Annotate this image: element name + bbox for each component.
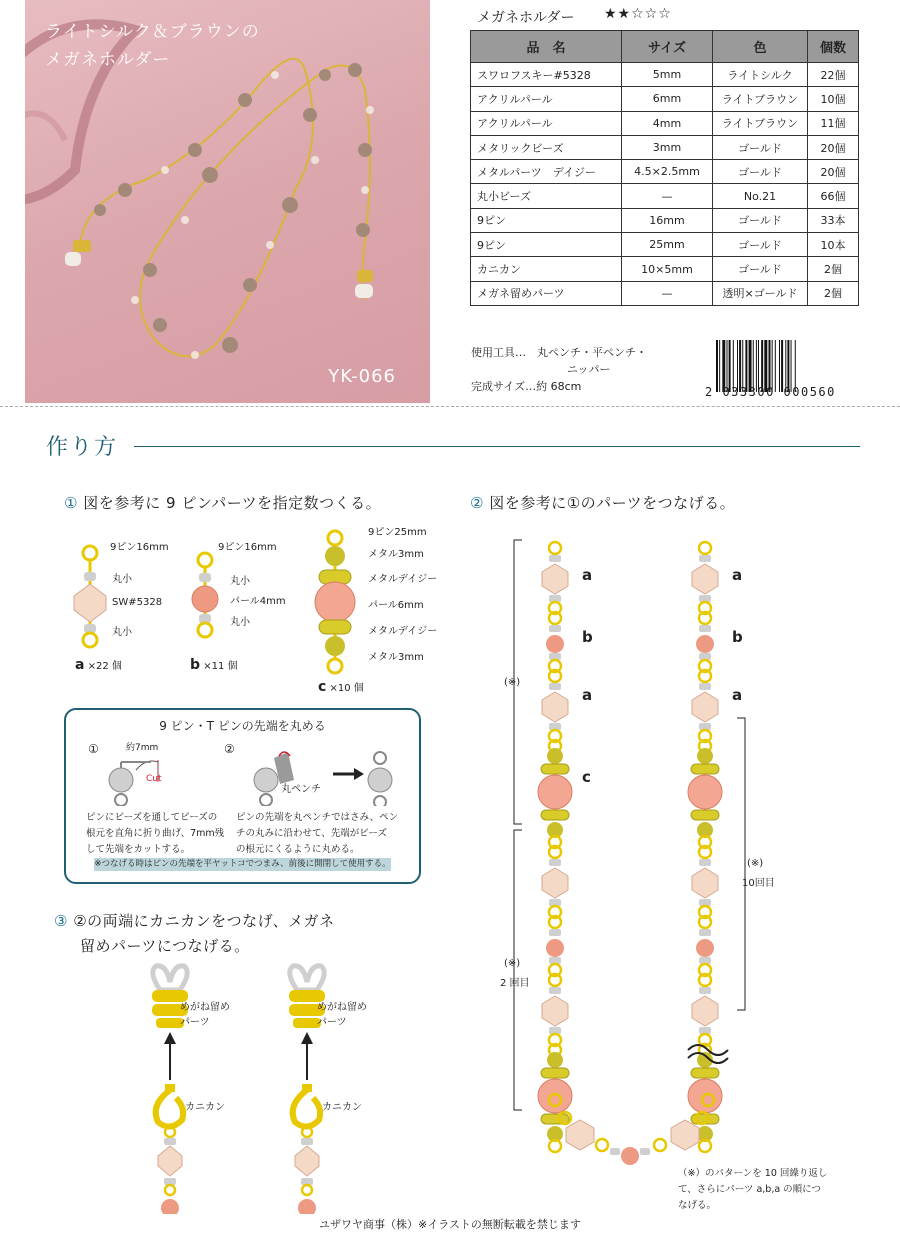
glasses-part-label-right-line2: パーツ xyxy=(317,1017,347,1028)
cell-name: 丸小ビーズ xyxy=(471,184,622,208)
tools-line1: 使用工具… 丸ペンチ・平ペンチ・ xyxy=(471,346,647,359)
cell-size: 16mm xyxy=(622,208,713,232)
chain-label-a1: a xyxy=(582,566,593,584)
cell-color: ゴールド xyxy=(713,208,808,232)
part-c-illustration xyxy=(315,531,355,673)
bottom-note-line2: て、さらにパーツ a,b,a の順につ xyxy=(678,1184,821,1195)
photo-title-line1: ライトシルク＆ブラウンの xyxy=(45,22,260,42)
cell-color: ゴールド xyxy=(713,257,808,281)
header-count: 個数 xyxy=(808,31,859,63)
tip-text1-line2: 根元を直角に折り曲げ、7mm残 xyxy=(86,828,225,839)
cell-color: ゴールド xyxy=(713,135,808,159)
chain-left xyxy=(538,542,572,1152)
clasp-label-right: カニカン xyxy=(322,1102,362,1113)
part-c-letter: c xyxy=(318,679,327,695)
cell-count: 66個 xyxy=(808,184,859,208)
cell-size: 25mm xyxy=(622,233,713,257)
section-rule xyxy=(134,446,860,447)
table-row xyxy=(471,281,859,305)
kit-title: メガネホルダー xyxy=(477,10,575,26)
tip-measure-label: 約7mm xyxy=(126,743,159,753)
step1-heading xyxy=(64,492,381,513)
cell-count: 10個 xyxy=(808,87,859,111)
cell-name: メタリックビーズ xyxy=(471,135,622,159)
step2-text: 図を参考に①のパーツをつなげる。 xyxy=(489,494,736,512)
table-row xyxy=(471,135,859,159)
part-a-letter: a xyxy=(75,657,85,673)
repeat-mark-left: (※) xyxy=(504,677,521,688)
table-row xyxy=(471,257,859,281)
part-b-main-label: パール4mm xyxy=(230,596,286,607)
cell-color: ライトブラウン xyxy=(713,87,808,111)
section-title: 作り方 xyxy=(46,435,119,460)
cell-name: スワロフスキー#5328 xyxy=(471,63,622,87)
repeat-mark-left2: (※) xyxy=(504,958,521,969)
cell-size: 10×5mm xyxy=(622,257,713,281)
table-row xyxy=(471,63,859,87)
part-c-d2-label: メタルデイジー xyxy=(368,626,438,637)
part-b-pin-label: 9ピン16mm xyxy=(218,542,277,553)
part-b-bead1-label: 丸小 xyxy=(230,576,250,587)
part-b-illustration xyxy=(192,553,218,637)
parts-table-header xyxy=(471,31,859,63)
step2-number: ② xyxy=(470,494,484,512)
repeat-mark-right: (※) xyxy=(747,858,764,869)
chain-bottom xyxy=(549,1094,714,1165)
bottom-note-line3: なげる。 xyxy=(678,1200,717,1211)
chain-label-right-a1: a xyxy=(732,566,743,584)
cell-count: 20個 xyxy=(808,160,859,184)
bottom-note xyxy=(678,1166,858,1214)
tip-title: 9 ピン・T ピンの先端を丸める xyxy=(159,719,326,733)
step3-line1: ②の両端にカニカンをつなげ、メガネ xyxy=(73,912,335,930)
chain-label-a2: a xyxy=(582,686,593,704)
table-row xyxy=(471,160,859,184)
step3-heading xyxy=(54,910,335,956)
part-b-letter: b xyxy=(190,657,201,673)
difficulty-stars: ★★☆☆☆ xyxy=(604,6,672,22)
step2-heading xyxy=(470,492,735,513)
cell-count: 20個 xyxy=(808,135,859,159)
cell-size: 4mm xyxy=(622,111,713,135)
tip-diagram xyxy=(96,750,396,806)
divider xyxy=(0,406,900,407)
step2-diagram xyxy=(500,530,870,1170)
glasses-part-label-right xyxy=(317,1000,367,1030)
step3-diagram xyxy=(130,960,330,1214)
cell-count: 22個 xyxy=(808,63,859,87)
clasp-label-left: カニカン xyxy=(185,1102,225,1113)
photo-title-line2: メガネホルダー xyxy=(45,50,171,70)
tip-tool-label: 丸ペンチ xyxy=(281,784,321,795)
chain-label-b: b xyxy=(582,628,593,646)
part-c-d1-label: メタルデイジー xyxy=(368,574,438,585)
cell-color: ライトブラウン xyxy=(713,111,808,135)
cell-size: 4.5×2.5mm xyxy=(622,160,713,184)
tip-text2-line3: の根元にくるように丸める。 xyxy=(236,844,360,855)
cell-name: メタルパーツ デイジー xyxy=(471,160,622,184)
tip-text1 xyxy=(86,810,236,858)
parts-table xyxy=(470,30,859,306)
cell-name: アクリルパール xyxy=(471,87,622,111)
tip-box xyxy=(64,708,421,884)
part-c-m2-label: メタル3mm xyxy=(368,652,424,663)
tip-text1-line1: ピンにビーズを通してビーズの xyxy=(86,812,218,823)
table-row xyxy=(471,208,859,232)
part-c-pin-label: 9ピン25mm xyxy=(368,527,427,538)
table-row xyxy=(471,233,859,257)
tools-line2: ニッパー xyxy=(567,363,611,376)
part-c-m1-label: メタル3mm xyxy=(368,549,424,560)
tip-text2 xyxy=(236,810,416,858)
footer: ユザワヤ商事（株）※イラストの無断転載を禁じます xyxy=(319,1218,581,1231)
tools-info xyxy=(471,344,647,395)
table-row xyxy=(471,184,859,208)
header-name: 品 名 xyxy=(471,31,622,63)
step3-line2: 留めパーツにつなげる。 xyxy=(80,937,250,955)
chain-label-right-b: b xyxy=(732,628,743,646)
glasses-part-label-left-line2: パーツ xyxy=(180,1017,210,1028)
cell-name: 9ピン xyxy=(471,233,622,257)
cell-color: ゴールド xyxy=(713,233,808,257)
header-color: 色 xyxy=(713,31,808,63)
cell-size: 6mm xyxy=(622,87,713,111)
chain-label-c: c xyxy=(582,768,591,786)
part-c-count xyxy=(318,679,364,695)
part-c-count-text: ×10 個 xyxy=(329,683,364,694)
step1-number: ① xyxy=(64,494,78,512)
part-a-illustration xyxy=(74,546,106,647)
part-b-count-text: ×11 個 xyxy=(203,661,238,672)
cell-color: ゴールド xyxy=(713,160,808,184)
table-row xyxy=(471,111,859,135)
part-c-main-label: パール6mm xyxy=(368,600,424,611)
cell-name: 9ピン xyxy=(471,208,622,232)
part-b-bead2-label: 丸小 xyxy=(230,617,250,628)
bottom-note-line1: （※）のパターンを 10 回繰り返し xyxy=(678,1168,828,1179)
table-row xyxy=(471,87,859,111)
part-a-count xyxy=(75,657,122,673)
tip-text2-line1: ピンの先端を丸ペンチではさみ、ペン xyxy=(236,812,399,823)
tip-step1-number: ① xyxy=(88,742,99,756)
cell-name: カニカン xyxy=(471,257,622,281)
step1-text: 図を参考に 9 ピンパーツを指定数つくる。 xyxy=(83,494,382,512)
cell-size: — xyxy=(622,184,713,208)
tip-cut-label: Cut xyxy=(146,774,162,784)
cell-size: — xyxy=(622,281,713,305)
glasses-part-label-left xyxy=(180,1000,230,1030)
cell-count: 33本 xyxy=(808,208,859,232)
cell-count: 10本 xyxy=(808,233,859,257)
repeat-count-10: 10回目 xyxy=(742,878,775,889)
cell-name: メガネ留めパーツ xyxy=(471,281,622,305)
step3-number: ③ xyxy=(54,912,68,930)
cell-color: ライトシルク xyxy=(713,63,808,87)
cell-name: アクリルパール xyxy=(471,111,622,135)
tip-step2-number: ② xyxy=(224,742,235,756)
cell-color: No.21 xyxy=(713,184,808,208)
cell-color: 透明×ゴールド xyxy=(713,281,808,305)
tip-text1-line3: して先端をカットする。 xyxy=(86,844,191,855)
photo-title xyxy=(45,18,260,74)
header-size: サイズ xyxy=(622,31,713,63)
cell-size: 5mm xyxy=(622,63,713,87)
glasses-part-label-right-line1: めがね留め xyxy=(317,1002,367,1013)
barcode-number: 2 033300 000560 xyxy=(705,385,836,399)
repeat-count-2: 2 回目 xyxy=(500,978,530,989)
product-photo xyxy=(25,0,430,403)
part-a-count-text: ×22 個 xyxy=(87,661,122,672)
part-a-main-label: SW#5328 xyxy=(112,597,163,608)
part-a-pin-label: 9ピン16mm xyxy=(110,542,169,553)
cell-count: 2個 xyxy=(808,281,859,305)
cell-count: 11個 xyxy=(808,111,859,135)
cell-count: 2個 xyxy=(808,257,859,281)
part-a-bead2-label: 丸小 xyxy=(112,627,132,638)
tip-note: ※つなげる時はピンの先端を平ヤットコでつまみ、前後に開閉して使用する。 xyxy=(94,859,391,869)
glasses-part-label-left-line1: めがね留め xyxy=(180,1002,230,1013)
chain-right xyxy=(688,542,722,1152)
part-b-count xyxy=(190,657,238,673)
tip-text2-line2: チの丸みに沿わせて、先端がビーズ xyxy=(236,828,387,839)
product-code: YK-066 xyxy=(328,366,396,387)
size-line: 完成サイズ…約 68cm xyxy=(471,380,582,393)
chain-label-right-a2: a xyxy=(732,686,743,704)
cell-size: 3mm xyxy=(622,135,713,159)
part-a-bead1-label: 丸小 xyxy=(112,574,132,585)
